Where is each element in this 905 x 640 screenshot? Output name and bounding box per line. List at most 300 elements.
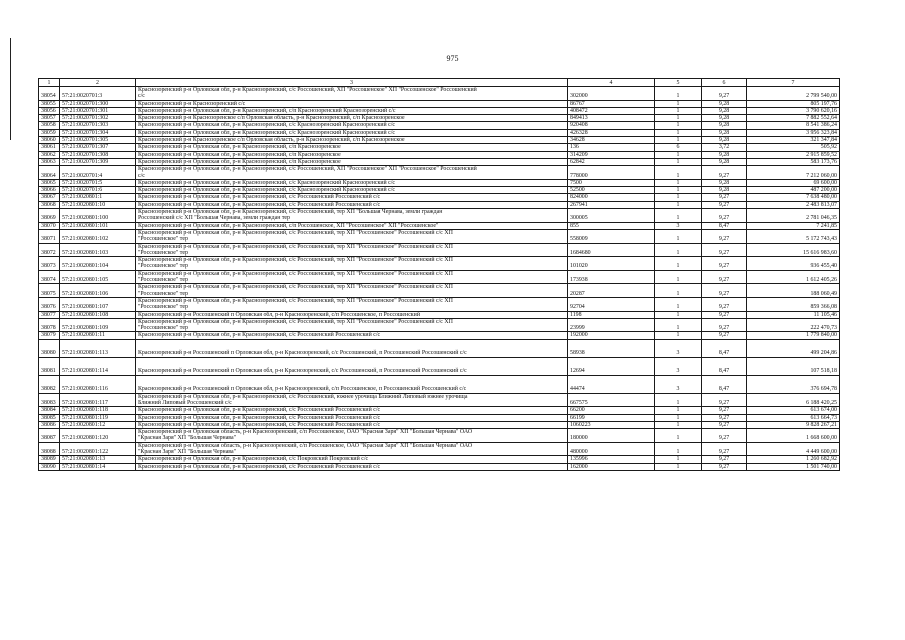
cadastral-value: 4 449 600,00 <box>747 442 840 456</box>
column-header: 2 <box>60 79 136 87</box>
cadastral-number: 57:21:0020801:117 <box>60 393 136 407</box>
cadastral-value: 11 105,46 <box>747 311 840 318</box>
category-code: 1 <box>655 229 702 243</box>
column-header: 1 <box>39 79 60 87</box>
table-row <box>39 442 840 456</box>
cadastral-value: 613 664,73 <box>747 414 840 421</box>
column-header: 6 <box>702 79 747 87</box>
cadastral-value: 7 241,85 <box>747 222 840 229</box>
cadastral-number: 57:21:0020701:304 <box>60 129 136 136</box>
cadastral-value: 487 200,00 <box>747 187 840 194</box>
category-code: 1 <box>655 243 702 257</box>
cadastral-number: 57:21:0020701:302 <box>60 115 136 122</box>
address-description: Краснозоренский р-н Орловская обл, р-н Краснозоренский, с/п Краснозоренский Краснозоренский с/с <box>136 107 568 114</box>
category-code: 1 <box>655 270 702 284</box>
table-row <box>39 122 840 129</box>
address-description: Краснозоренский р-н Орловская обл, р-н Краснозоренский, с/с Россошенский Россошенский с/с <box>136 201 568 208</box>
cadastral-number: 57:21:0020701:3 <box>60 87 136 101</box>
table-row <box>39 407 840 414</box>
cadastral-number: 57:21:0020801:10 <box>60 201 136 208</box>
table-row <box>39 332 840 339</box>
table-row <box>39 318 840 332</box>
table-row <box>39 87 840 101</box>
address-description: Краснозоренский р-н Орловская обл, р-н Краснозоренский, с/с Россошенский Россошенский с/с <box>136 332 568 339</box>
address-description: Краснозоренский р-н Орловская обл, р-н Краснозоренский, с/с Россошенский, тер ХП "Большая Чернава, земли граждан Россошенский с/с ХП "Большая Чернава, земли граждан тер <box>136 209 568 223</box>
category-code: 1 <box>655 284 702 298</box>
cadastral-number: 57:21:0020801:106 <box>60 284 136 298</box>
cadastral-number: 57:21:0020801:12 <box>60 421 136 428</box>
cadastral-number: 57:21:0020801:11 <box>60 332 136 339</box>
row-number: 38055 <box>39 100 60 107</box>
cadastral-number: 57:21:0020801:105 <box>60 270 136 284</box>
rate-value: 9,27 <box>702 414 747 421</box>
table-row <box>39 129 840 136</box>
row-number: 38057 <box>39 115 60 122</box>
address-description: Краснозоренский р-н Орловская обл, р-н Краснозоренский, с/п Краснозоренское <box>136 144 568 151</box>
address-description: Краснозоренский р-н Орловская обл, р-н Краснозоренский, с/с Краснозоренский Краснозоренский с/с <box>136 187 568 194</box>
rate-value: 9,28 <box>702 187 747 194</box>
category-code: 1 <box>655 151 702 158</box>
rate-value: 9,27 <box>702 257 747 271</box>
rate-value: 8,47 <box>702 357 747 375</box>
table-row <box>39 144 840 151</box>
cadastral-number: 57:21:0020701:6 <box>60 187 136 194</box>
cadastral-value: 7 882 552,64 <box>747 115 840 122</box>
rate-value: 8,47 <box>702 375 747 393</box>
row-number: 38058 <box>39 122 60 129</box>
row-number: 38080 <box>39 339 60 357</box>
rate-value: 9,28 <box>702 115 747 122</box>
cadastral-value: 1 501 740,00 <box>747 463 840 470</box>
cadastral-value: 9 828 267,21 <box>747 421 840 428</box>
table-row <box>39 100 840 107</box>
category-code: 1 <box>655 297 702 311</box>
rate-value: 9,28 <box>702 151 747 158</box>
row-number: 38085 <box>39 414 60 421</box>
address-description: Краснозоренский р-н Россошенский п Орловская обл, р-н Краснозоренский, с/с Россошенский, п Россошенский Россошенский с/с <box>136 357 568 375</box>
category-code: 3 <box>655 222 702 229</box>
row-number: 38060 <box>39 137 60 144</box>
address-description: Краснозоренский р-н Орловская обл, р-н Краснозоренский, с/с Россошенский, ХП "Россошенское" ХП "Россошенское" Россошенский с/с <box>136 166 568 180</box>
cadastral-number: 57:21:0020801:119 <box>60 414 136 421</box>
cadastral-value: 2 781 046,35 <box>747 209 840 223</box>
cadastral-number: 57:21:0020801:107 <box>60 297 136 311</box>
cadastral-value: 222 470,73 <box>747 318 840 332</box>
row-number: 38066 <box>39 187 60 194</box>
area-value: 101020 <box>568 257 655 271</box>
cadastral-number: 57:21:0020801:101 <box>60 222 136 229</box>
cadastral-value: 5 172 743,43 <box>747 229 840 243</box>
rate-value: 9,27 <box>702 456 747 463</box>
rate-value: 9,27 <box>702 229 747 243</box>
area-value: 267941 <box>568 201 655 208</box>
cadastral-value: 376 694,78 <box>747 375 840 393</box>
address-description: Краснозоренский р-н Орловская обл, р-н Краснозоренский, с/с Россошенский Россошенский с/с <box>136 414 568 421</box>
table-row <box>39 456 840 463</box>
table-row <box>39 201 840 208</box>
cadastral-value: 3 790 620,16 <box>747 107 840 114</box>
row-number: 38077 <box>39 311 60 318</box>
table-row <box>39 339 840 357</box>
rate-value: 9,27 <box>702 194 747 201</box>
table-row <box>39 194 840 201</box>
rate-value: 8,47 <box>702 339 747 357</box>
cadastral-value: 583 173,76 <box>747 158 840 165</box>
area-value: 20287 <box>568 284 655 298</box>
area-value: 300005 <box>568 209 655 223</box>
row-number: 38074 <box>39 270 60 284</box>
category-code: 1 <box>655 209 702 223</box>
address-description: Краснозоренский р-н Орловская обл, р-н Краснозоренский, с/с Россошенский Россошенский с/с <box>136 407 568 414</box>
category-code: 1 <box>655 318 702 332</box>
area-value: 849413 <box>568 115 655 122</box>
cadastral-number: 57:21:0020801:113 <box>60 339 136 357</box>
table-body <box>39 87 840 471</box>
cadastral-number: 57:21:0020701:300 <box>60 100 136 107</box>
category-code: 3 <box>655 357 702 375</box>
category-code: 1 <box>655 179 702 186</box>
category-code: 1 <box>655 201 702 208</box>
rate-value: 9,27 <box>702 421 747 428</box>
table-row <box>39 151 840 158</box>
rate-value: 9,28 <box>702 100 747 107</box>
cadastral-value: 188 060,49 <box>747 284 840 298</box>
cadastral-value: 69 600,00 <box>747 179 840 186</box>
row-number: 38086 <box>39 421 60 428</box>
cadastral-value: 107 518,18 <box>747 357 840 375</box>
cadastral-value: 2 483 813,07 <box>747 201 840 208</box>
category-code: 1 <box>655 407 702 414</box>
area-value: 66200 <box>568 407 655 414</box>
cadastral-value: 1 260 682,92 <box>747 456 840 463</box>
row-number: 38081 <box>39 357 60 375</box>
cadastral-value: 1 779 840,00 <box>747 332 840 339</box>
cadastral-number: 57:21:0020801:103 <box>60 243 136 257</box>
category-code: 1 <box>655 122 702 129</box>
row-number: 38063 <box>39 158 60 165</box>
row-number: 38068 <box>39 201 60 208</box>
rate-value: 9,27 <box>702 284 747 298</box>
row-number: 38073 <box>39 257 60 271</box>
cadastral-value: 7 638 480,00 <box>747 194 840 201</box>
category-code: 1 <box>655 115 702 122</box>
category-code: 1 <box>655 87 702 101</box>
area-value: 173938 <box>568 270 655 284</box>
row-number: 38088 <box>39 442 60 456</box>
area-value: 12694 <box>568 357 655 375</box>
table-row <box>39 421 840 428</box>
row-number: 38069 <box>39 209 60 223</box>
table-row <box>39 357 840 375</box>
category-code: 1 <box>655 257 702 271</box>
category-code: 1 <box>655 100 702 107</box>
address-description: Краснозоренский р-н Орловская обл, р-н Краснозоренский, с/с Россошенский, южнее урочища Ближний Липовый южнее урочища Ближний Липовый Россошенский с/с <box>136 393 568 407</box>
cadastral-number: 57:21:0020801:118 <box>60 407 136 414</box>
area-value: 302000 <box>568 87 655 101</box>
rate-value: 9,27 <box>702 87 747 101</box>
register-table <box>38 78 840 471</box>
row-number: 38078 <box>39 318 60 332</box>
row-number: 38065 <box>39 179 60 186</box>
address-description: Краснозоренский р-н Орловская обл, р-н Краснозоренский, с/п Краснозоренское <box>136 158 568 165</box>
area-value: 667575 <box>568 393 655 407</box>
cadastral-number: 57:21:0020801:102 <box>60 229 136 243</box>
cadastral-number: 57:21:0020801:116 <box>60 375 136 393</box>
cadastral-value: 859 366,08 <box>747 297 840 311</box>
row-number: 38083 <box>39 393 60 407</box>
table-row <box>39 166 840 180</box>
area-value: 66199 <box>568 414 655 421</box>
row-number: 38090 <box>39 463 60 470</box>
area-value: 180000 <box>568 429 655 443</box>
row-number: 38084 <box>39 407 60 414</box>
rate-value: 9,28 <box>702 129 747 136</box>
row-number: 38082 <box>39 375 60 393</box>
row-number: 38062 <box>39 151 60 158</box>
area-value: 426328 <box>568 129 655 136</box>
row-number: 38079 <box>39 332 60 339</box>
cadastral-number: 57:21:0020701:309 <box>60 158 136 165</box>
cadastral-value: 805 197,76 <box>747 100 840 107</box>
rate-value: 9,27 <box>702 243 747 257</box>
address-description: Краснозоренский р-н Орловская область, р-н Краснозоренский, с/п Россошенское, ОАО "Красная Заря" ХП "Большая Чернава" ОАО "Красная Заря" ХП "Большая Чернава" <box>136 429 568 443</box>
category-code: 1 <box>655 442 702 456</box>
cadastral-value: 15 616 983,60 <box>747 243 840 257</box>
area-value: 778000 <box>568 166 655 180</box>
area-value: 192000 <box>568 332 655 339</box>
rate-value: 9,27 <box>702 463 747 470</box>
table-row <box>39 243 840 257</box>
cadastral-number: 57:21:0020801:108 <box>60 311 136 318</box>
table-row <box>39 429 840 443</box>
area-value: 855 <box>568 222 655 229</box>
area-value: 314209 <box>568 151 655 158</box>
cadastral-number: 57:21:0020701:5 <box>60 179 136 186</box>
cadastral-value: 936 455,40 <box>747 257 840 271</box>
cadastral-number: 57:21:0020801:104 <box>60 257 136 271</box>
cadastral-number: 57:21:0020701:308 <box>60 151 136 158</box>
cadastral-number: 57:21:0020801:1 <box>60 194 136 201</box>
area-value: 1060223 <box>568 421 655 428</box>
category-code: 1 <box>655 393 702 407</box>
address-description: Краснозоренский р-н Орловская обл, р-н Краснозоренский, с/с Краснозоренский Краснозоренский с/с <box>136 122 568 129</box>
row-number: 38087 <box>39 429 60 443</box>
area-value: 408472 <box>568 107 655 114</box>
category-code: 1 <box>655 421 702 428</box>
cadastral-number: 57:21:0020801:13 <box>60 456 136 463</box>
area-value: 162000 <box>568 463 655 470</box>
rate-value: 9,28 <box>702 122 747 129</box>
area-value: 86767 <box>568 100 655 107</box>
rate-value: 9,28 <box>702 137 747 144</box>
address-description: Краснозоренский р-н Орловская обл, р-н Краснозоренский, с/с Россошенский, тер ХП "Россошенское" Россошенский с/с ХП "Россошенское" тер <box>136 284 568 298</box>
area-value: 52500 <box>568 187 655 194</box>
table-row <box>39 107 840 114</box>
rate-value: 9,27 <box>702 270 747 284</box>
table-row <box>39 115 840 122</box>
cadastral-number: 57:21:0020701:307 <box>60 144 136 151</box>
category-code: 6 <box>655 144 702 151</box>
cadastral-number: 57:21:0020701:305 <box>60 137 136 144</box>
table-row <box>39 297 840 311</box>
area-value: 58938 <box>568 339 655 357</box>
row-number: 38059 <box>39 129 60 136</box>
area-value: 7500 <box>568 179 655 186</box>
area-value: 44474 <box>568 375 655 393</box>
cadastral-number: 57:21:0020801:14 <box>60 463 136 470</box>
category-code: 1 <box>655 187 702 194</box>
address-description: Краснозоренский р-н Орловская обл, р-н Краснозоренский, с/с Россошенский, тер ХП "Россошенское" Россошенский с/с ХП "Россошенское" тер <box>136 318 568 332</box>
address-description: Краснозоренский р-н Орловская обл, р-н Краснозоренский, с/с Покровский Покровский с/с <box>136 456 568 463</box>
row-number: 38076 <box>39 297 60 311</box>
category-code: 1 <box>655 107 702 114</box>
rate-value: 9,28 <box>702 107 747 114</box>
category-code: 1 <box>655 456 702 463</box>
category-code: 1 <box>655 311 702 318</box>
address-description: Краснозоренский р-н Орловская обл, р-н Краснозоренский, с/с Россошенский, тер ХП "Россошенское" Россошенский с/с ХП "Россошенское" тер <box>136 270 568 284</box>
address-description: Краснозоренский р-н Орловская обл, р-н Краснозоренский, с/с Краснозоренский Краснозоренский с/с <box>136 129 568 136</box>
address-description: Краснозоренский р-н Орловская обл, р-н Краснозоренский, с/с Россошенский, тер ХП "Россошенское" Россошенский с/с ХП "Россошенское" тер <box>136 229 568 243</box>
category-code: 1 <box>655 166 702 180</box>
rate-value: 9,27 <box>702 407 747 414</box>
address-description: Краснозоренский р-н Орловская обл, р-н Краснозоренский, с/п Россошенское, ХП "Россошенское" ХП "Россошенское" <box>136 222 568 229</box>
cadastral-number: 57:21:0020801:120 <box>60 429 136 443</box>
category-code: 1 <box>655 414 702 421</box>
area-value: 920408 <box>568 122 655 129</box>
rate-value: 9,28 <box>702 179 747 186</box>
cadastral-value: 6 188 420,25 <box>747 393 840 407</box>
rate-value: 9,27 <box>702 209 747 223</box>
cadastral-value: 3 956 323,84 <box>747 129 840 136</box>
cadastral-value: 8 541 386,24 <box>747 122 840 129</box>
table-row <box>39 463 840 470</box>
cadastral-number: 57:21:0020801:109 <box>60 318 136 332</box>
category-code: 3 <box>655 339 702 357</box>
address-description: Краснозоренский р-н Россошенский п Орловская обл, р-н Краснозоренский, с/п Россошенское, п Россошенский <box>136 311 568 318</box>
table-row <box>39 158 840 165</box>
cadastral-value: 2 915 859,52 <box>747 151 840 158</box>
table-row <box>39 222 840 229</box>
row-number: 38075 <box>39 284 60 298</box>
row-number: 38064 <box>39 166 60 180</box>
table-row <box>39 209 840 223</box>
cadastral-number: 57:21:0020801:122 <box>60 442 136 456</box>
address-description: Краснозоренский р-н Орловская обл, р-н Краснозоренский, с/с Россошенский Россошенский с/с <box>136 463 568 470</box>
cadastral-number: 57:21:0020801:114 <box>60 357 136 375</box>
table-header <box>39 79 840 87</box>
table-row <box>39 311 840 318</box>
area-value: 92704 <box>568 297 655 311</box>
row-number: 38061 <box>39 144 60 151</box>
page-number: 975 <box>446 54 459 63</box>
cadastral-value: 2 799 540,00 <box>747 87 840 101</box>
category-code: 1 <box>655 332 702 339</box>
address-description: Краснозоренский р-н Орловская обл, р-н Краснозоренский, с/с Краснозоренский Краснозоренский с/с <box>136 179 568 186</box>
category-code: 3 <box>655 375 702 393</box>
address-description: Краснозоренский р-н Краснозоренский с/с <box>136 100 568 107</box>
category-code: 1 <box>655 463 702 470</box>
address-description: Краснозоренский р-н Орловская обл, р-н Краснозоренский, с/с Россошенский, тер ХП "Россошенское" Россошенский с/с ХП "Россошенское" тер <box>136 257 568 271</box>
area-value: 23999 <box>568 318 655 332</box>
rate-value: 9,27 <box>702 429 747 443</box>
category-code: 1 <box>655 158 702 165</box>
rate-value: 8,47 <box>702 222 747 229</box>
table-row <box>39 187 840 194</box>
column-header: 3 <box>136 79 568 87</box>
column-header: 7 <box>747 79 840 87</box>
cadastral-value: 613 674,00 <box>747 407 840 414</box>
rate-value: 9,27 <box>702 332 747 339</box>
cadastral-value: 321 347,84 <box>747 137 840 144</box>
rate-value: 9,27 <box>702 393 747 407</box>
row-number: 38071 <box>39 229 60 243</box>
cadastral-number: 57:21:0020701:4 <box>60 166 136 180</box>
cadastral-value: 7 212 060,00 <box>747 166 840 180</box>
table-row <box>39 137 840 144</box>
address-description: Краснозоренский р-н Орловская обл, р-н Краснозоренский, с/с Россошенский, тер ХП "Россошенское" Россошенский с/с ХП "Россошенское" тер <box>136 243 568 257</box>
row-number: 38089 <box>39 456 60 463</box>
table-row <box>39 284 840 298</box>
cadastral-number: 57:21:0020801:100 <box>60 209 136 223</box>
area-value: 558009 <box>568 229 655 243</box>
address-description: Краснозоренский р-н Орловская обл, р-н Краснозоренский, с/с Россошенский Россошенский с/с <box>136 194 568 201</box>
table-row <box>39 270 840 284</box>
category-code: 1 <box>655 194 702 201</box>
row-number: 38070 <box>39 222 60 229</box>
area-value: 34628 <box>568 137 655 144</box>
column-header: 5 <box>655 79 702 87</box>
cadastral-value: 505,92 <box>747 144 840 151</box>
row-number: 38067 <box>39 194 60 201</box>
cadastral-number: 57:21:0020701:303 <box>60 122 136 129</box>
category-code: 1 <box>655 429 702 443</box>
rate-value: 9,27 <box>702 297 747 311</box>
table-row <box>39 393 840 407</box>
address-description: Краснозоренский р-н Орловская обл, р-н Краснозоренский, с/п Краснозоренское <box>136 151 568 158</box>
row-number: 38056 <box>39 107 60 114</box>
address-description: Краснозоренский р-н Орловская обл, р-н Краснозоренский, с/с Россошенский, тер ХП "Россошенское" Россошенский с/с ХП "Россошенское" тер <box>136 297 568 311</box>
area-value: 62842 <box>568 158 655 165</box>
address-description: Краснозоренский р-н Россошенский п Орловская обл, р-н Краснозоренский, с/с Россошенский, п Россошенский Россошенский с/с <box>136 339 568 357</box>
rate-value: 9,27 <box>702 442 747 456</box>
area-value: 1684680 <box>568 243 655 257</box>
cadastral-value: 1 612 405,26 <box>747 270 840 284</box>
address-description: Краснозоренский р-н Орловская область, р-н Краснозоренский, с/п Россошенское, ОАО "Красная Заря" ХП "Большая Чернава" ОАО "Красная Заря" ХП "Большая Чернава" <box>136 442 568 456</box>
cadastral-value: 1 668 600,00 <box>747 429 840 443</box>
table-row <box>39 179 840 186</box>
address-description: Краснозоренский р-н Орловская обл, р-н Краснозоренский, с/с Россошенский, ХП "Россошенское" ХП "Россошенское" Россошенский с/с <box>136 87 568 101</box>
rate-value: 3,72 <box>702 144 747 151</box>
rate-value: 9,27 <box>702 166 747 180</box>
row-number: 38072 <box>39 243 60 257</box>
cadastral-number: 57:21:0020701:301 <box>60 107 136 114</box>
category-code: 1 <box>655 137 702 144</box>
row-number: 38054 <box>39 87 60 101</box>
table-row <box>39 229 840 243</box>
rate-value: 9,27 <box>702 318 747 332</box>
address-description: Краснозоренский р-н Краснозоренское с/п Орловская область, р-н Краснозоренский, с/п Краснозоренское <box>136 137 568 144</box>
cadastral-value: 499 204,86 <box>747 339 840 357</box>
address-description: Краснозоренский р-н Россошенский п Орловская обл, р-н Краснозоренский, с/п Россошенское, п Россошенский Россошенский с/с <box>136 375 568 393</box>
address-description: Краснозоренский р-н Краснозоренское с/п Орловская область, р-н Краснозоренский, с/п Краснозоренское <box>136 115 568 122</box>
area-value: 824000 <box>568 194 655 201</box>
area-value: 136 <box>568 144 655 151</box>
area-value: 1198 <box>568 311 655 318</box>
address-description: Краснозоренский р-н Орловская обл, р-н Краснозоренский, с/с Россошенский Россошенский с/с <box>136 421 568 428</box>
rate-value: 9,27 <box>702 201 747 208</box>
table-row <box>39 414 840 421</box>
rate-value: 9,27 <box>702 311 747 318</box>
